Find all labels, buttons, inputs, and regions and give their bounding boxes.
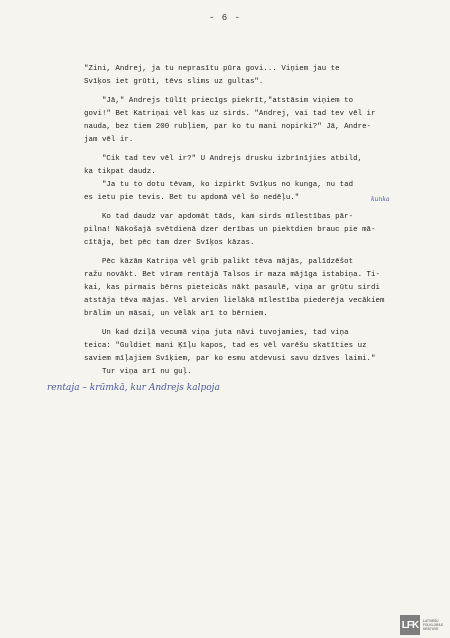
handwritten-insertion: kunka: [371, 196, 390, 203]
typed-line: jam vēl ir.: [84, 136, 134, 144]
typed-line: Tur viņa arī nu guļ.: [84, 368, 192, 376]
logo-line: LATVIEŠU: [423, 619, 439, 623]
typed-line: saviem mīļajiem Svīķiem, par ko esmu atdevusi savu dzīves laimi.": [84, 355, 376, 363]
typed-line: ražu novākt. Bet vīram rentājā Talsos ir maza mājīga istabiņa. Ti-: [84, 271, 381, 279]
typed-line: "Ja tu to dotu tēvam, ko izpirkt Svīķus no kunga, nu tad: [84, 181, 354, 189]
typed-line: "Zini, Andrej, ja tu neprasītu pūra govi... Viņiem jau te: [84, 65, 340, 73]
typed-line: govi!" Bet Katriņai vēl kas uz sirds. "Andrej, vai tad tev vēl ir: [84, 110, 376, 118]
logo-line: KRĀTUVE: [423, 627, 439, 631]
typed-line: pilna! Nākošajā svētdienā dzer derības un piektdien brauc pie mā-: [84, 226, 376, 234]
typed-line: "Cik tad tev vēl ir?" U Andrejs drusku izbrīnījies atbild,: [84, 155, 363, 163]
typed-line: nauda, bez tiem 200 rubļiem, par ko tu mani nopirki?" Jā, Andre-: [84, 123, 372, 131]
typed-line: Ko tad daudz var apdomāt tāds, kam sirds mīlestības pār-: [84, 213, 354, 221]
page-number: - 6 -: [208, 13, 241, 23]
typed-line: teica: "Guldiet mani Ķīļu kapos, tad es vēl varēšu skatīties uz: [84, 342, 367, 350]
typed-line: "Jā," Andrejs tūlīt priecīgs piekrīt,"atstāsim viņiem to: [84, 97, 354, 105]
typed-line: ka tikpat daudz.: [84, 168, 156, 176]
typed-line: Svīķos iet grūti, tēvs slims uz gultas".: [84, 78, 264, 86]
typed-line: brālim un māsai, un vēlāk arī to bērniem.: [84, 310, 268, 318]
logo-text: [423, 619, 443, 631]
typed-line: cītāja, bet pēc tam dzer Svīķos kāzas.: [84, 239, 255, 247]
typed-line: atstāja tēva mājas. Vēl arvien lielākā mīlestība piederēja vecākiem: [84, 297, 385, 305]
logo-line: FOLKLORAS: [423, 623, 443, 627]
handwritten-margin-note: rentaja – krūmkā, kur Andrejs kalpoja: [47, 383, 220, 393]
typed-line: Pēc kāzām Katriņa vēl grib palikt tēva mājās, palīdzēšot: [84, 258, 354, 266]
typed-line: es ietu pie tevis. Bet tu apdomā vēl šo nedēļu.": [84, 194, 300, 202]
archive-logo: [400, 611, 450, 638]
logo-mark: LFK: [400, 615, 420, 635]
typed-line: Un kad dziļā vecumā viņa juta nāvi tuvojamies, tad viņa: [84, 329, 349, 337]
typed-line: kai, kas pirmais bērns pieteicās nākt pasaulē, viņa ar grūtu sirdi: [84, 284, 381, 292]
